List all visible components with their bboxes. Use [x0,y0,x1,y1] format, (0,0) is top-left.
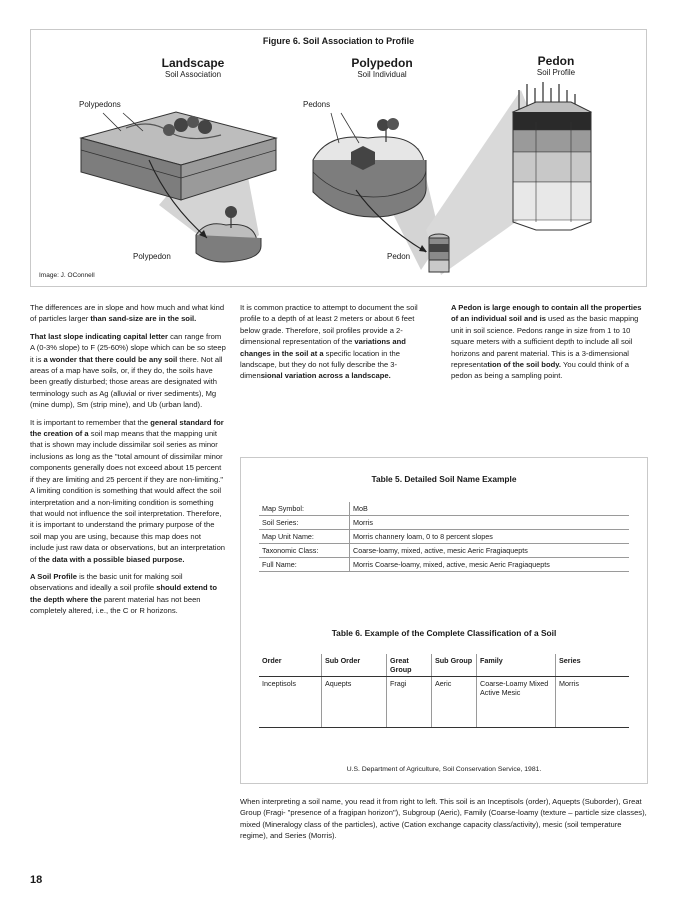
table-6-header-row [259,654,629,677]
row-value: Morris channery loam, 0 to 8 percent slopes [350,530,630,544]
tables-panel [240,457,648,784]
emphasis-text: A Pedon is large enough to contain all the properties of an individual soil and is [451,303,642,324]
col1-paragraph-1 [30,302,226,325]
text: The differences are in slope and how much and what kind of particles larger [30,303,225,324]
table-5-row [259,558,629,572]
text: soil map means that the mapping unit that is shown may include dissimilar soil series as minor inclusions as long as the "total amount of dissimilar minor components generally does not exceed about 15 percent if they are limiting and 25 percent if they are non-limiting." A limiting condition is something that would affect the soil interpretation and a non-limiting condition is something that would not influence the soil interpretation. Therefore, it is important to understand the primary purpose of the soil map you are using, because this map does not include just raw data or observations, but an interpretation of [30,429,226,564]
emphasis-text: should extend to the depth where the [30,583,217,604]
landscape-subtitle: Soil Association [164,70,222,79]
row-label: Map Symbol: [259,502,350,516]
column-header: Family [477,654,556,677]
column-header: Sub Order [322,654,387,677]
figure-6 [30,29,647,287]
column-header: Sub Group [432,654,477,677]
table-5 [259,502,629,572]
table-cell: Coarse-Loamy Mixed Active Mesic [477,677,556,728]
row-label: Full Name: [259,558,350,572]
table-6-row [259,677,629,728]
emphasis-text: general standard for the creation of a [30,417,224,439]
row-value: Coarse-loamy, mixed, active, mesic Aeric Fragiaquepts [350,544,630,558]
text: parent material has not been completely altered, i.e., the C or R horizons. [30,594,201,616]
text: It is common practice to attempt to document the soil profile to a depth of at least 2 meters or about 6 feet below grade. Therefore, soil profiles provide a 2-dimensional representation of the [240,303,418,347]
emphasis-text: variations and changes in the soil at a [240,337,406,358]
emphasis-text: than sand-size are in the soil. [90,314,197,324]
polypedon-subtitle: Soil Individual [357,70,407,79]
row-label: Taxonomic Class: [259,544,350,558]
emphasis-text: a wonder that there could be any soil [43,354,178,364]
table-5-row [259,544,629,558]
figure-title: Figure 6. Soil Association to Profile [262,36,415,46]
row-value: MoB [350,502,630,516]
text: there. Not all areas of a map have soils, or, if they do, the soils have been greatly disturbed; those areas are designated with terminology such as Ag (alluvial or river sediments), Mg (mine dump), Sm (strip mine), and Ub (urban land). [30,354,223,410]
table-5-row [259,516,629,530]
landscape-title: Landscape [161,56,225,70]
pedon-header [521,54,591,77]
table-cell: Aquepts [322,677,387,728]
table-cell: Morris [556,677,630,728]
text: specific location in the landscape, but they do not fully describe the 3-dimen [240,348,400,381]
image-credit: Image: J. OConnell [39,272,95,279]
table-source: U.S. Department of Agriculture, Soil Conservation Service, 1981. [346,766,542,773]
label-pedon: Pedon [387,252,411,261]
emphasis-text: the data with a possible biased purpose. [38,554,185,564]
text: You could think of a pedon as being a sampling point. [451,360,629,381]
text: used as the basic mapping unit in soil science. Pedons range in size from 1 to 10 square meters with a sufficient depth to include all soil horizons and parent material. This is a 3-dimensional representa [451,314,639,370]
table-6 [259,654,629,728]
row-value: Morris [350,516,630,530]
row-value: Morris Coarse-loamy, mixed, active, mesic Aeric Fragiaquepts [350,558,630,572]
emphasis-text: tion of the soil body. [487,360,561,370]
table-5-row [259,502,629,516]
label-pedons: Pedons [303,100,331,109]
polypedon-title: Polypedon [351,56,413,70]
bottom-paragraph [240,796,650,848]
table-6-title: Table 6. Example of the Complete Classification of a Soil [331,628,557,638]
label-polypedon: Polypedon [133,252,171,261]
column-header: Great Group [387,654,432,677]
landscape-header [138,56,248,79]
table-cell: Inceptisols [259,677,322,728]
emphasis-text: That last slope indicating capital letter [30,331,168,341]
polypedon-header [327,56,437,79]
label-polypedons: Polypedons [79,100,121,109]
col1-paragraph-3 [30,417,226,565]
text: can range from A (0-3% slope) to F (25-60%) slope which can be so steep it is [30,331,226,364]
table-cell: Aeric [432,677,477,728]
column-header: Order [259,654,322,677]
table-5-title: Table 5. Detailed Soil Name Example [371,474,517,484]
text: It is important to remember that the [30,417,151,427]
polypedon-block [313,118,426,217]
row-label: Soil Series: [259,516,350,530]
col3-paragraph-1 [451,302,649,382]
col2-paragraph-1 [240,302,436,382]
column-1 [30,302,226,623]
emphasis-text: sional variation across a landscape. [260,371,391,381]
column-2 [240,302,436,388]
row-label: Map Unit Name: [259,530,350,544]
col1-paragraph-2 [30,331,226,411]
column-header: Series [556,654,630,677]
col1-paragraph-4 [30,571,226,617]
text: is the basic unit for making soil observations and ideally a soil profile [30,571,183,593]
pedon-title: Pedon [537,54,575,68]
column-3 [451,302,649,388]
page-number: 18 [30,874,43,886]
pedon-small-column [429,234,449,272]
pedon-subtitle: Soil Profile [536,68,576,77]
emphasis-text: A Soil Profile [30,571,77,581]
table-5-row [259,530,629,544]
interpretation-paragraph: When interpreting a soil name, you read it from right to left. This soil is an Inceptisols (order), Aquepts (Suborder), Great Group (Fragi- "presence of a fragipan horizon"), Subgroup (Aeric), Family (Coarse-loamy (texture – particle size classes), mixed (Mineralogy class of the particles), active (Cation exchange capacity class/activity), mesic (soil temperature regime), and Series (Morris). [240,797,647,841]
table-cell: Fragi [387,677,432,728]
